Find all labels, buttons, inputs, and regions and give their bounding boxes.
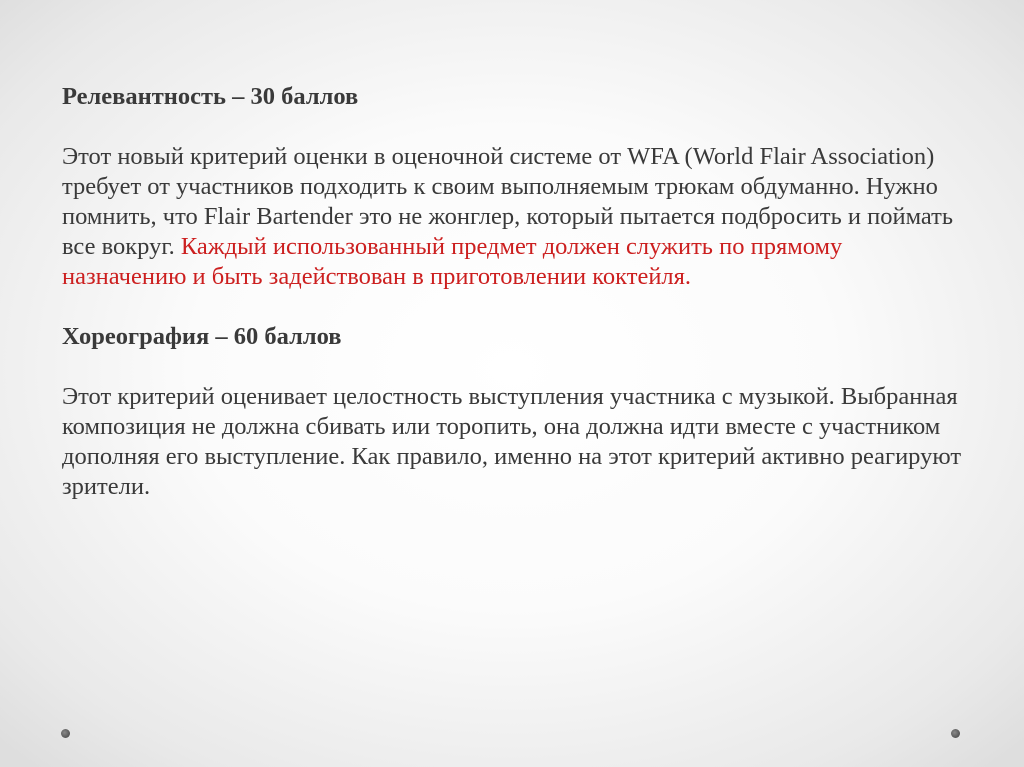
corner-dot-bottom-right xyxy=(951,729,960,738)
section-heading-choreography: Хореография – 60 баллов xyxy=(62,323,342,350)
slide-content xyxy=(62,82,962,502)
corner-dot-bottom-left xyxy=(61,729,70,738)
section-paragraph-relevance xyxy=(62,142,962,292)
spacer xyxy=(62,292,962,322)
paragraph-text: Этот новый критерий оценки в оценочной системе от WFA (World Flair Association) требует от участников подходить к своим выполняемым трюкам обдуманно. Нужно помнить, что Flair Bartender это не жонглер, который пытается подбросить и поймать все вокруг. xyxy=(62,143,954,260)
section-heading-relevance: Релевантность – 30 баллов xyxy=(62,83,359,110)
section-paragraph-choreography: Этот критерий оценивает целостность выступления участника с музыкой. Выбранная композиция не должна сбивать или торопить, она должна идти вместе с участником дополняя его выступление. Как правило, именно на этот критерий активно реагируют зрители. xyxy=(62,383,962,500)
spacer xyxy=(62,112,962,142)
spacer xyxy=(62,352,962,382)
highlighted-text: Каждый использованный предмет должен служить по прямому назначению и быть задействован в приготовлении коктейля. xyxy=(62,233,843,290)
